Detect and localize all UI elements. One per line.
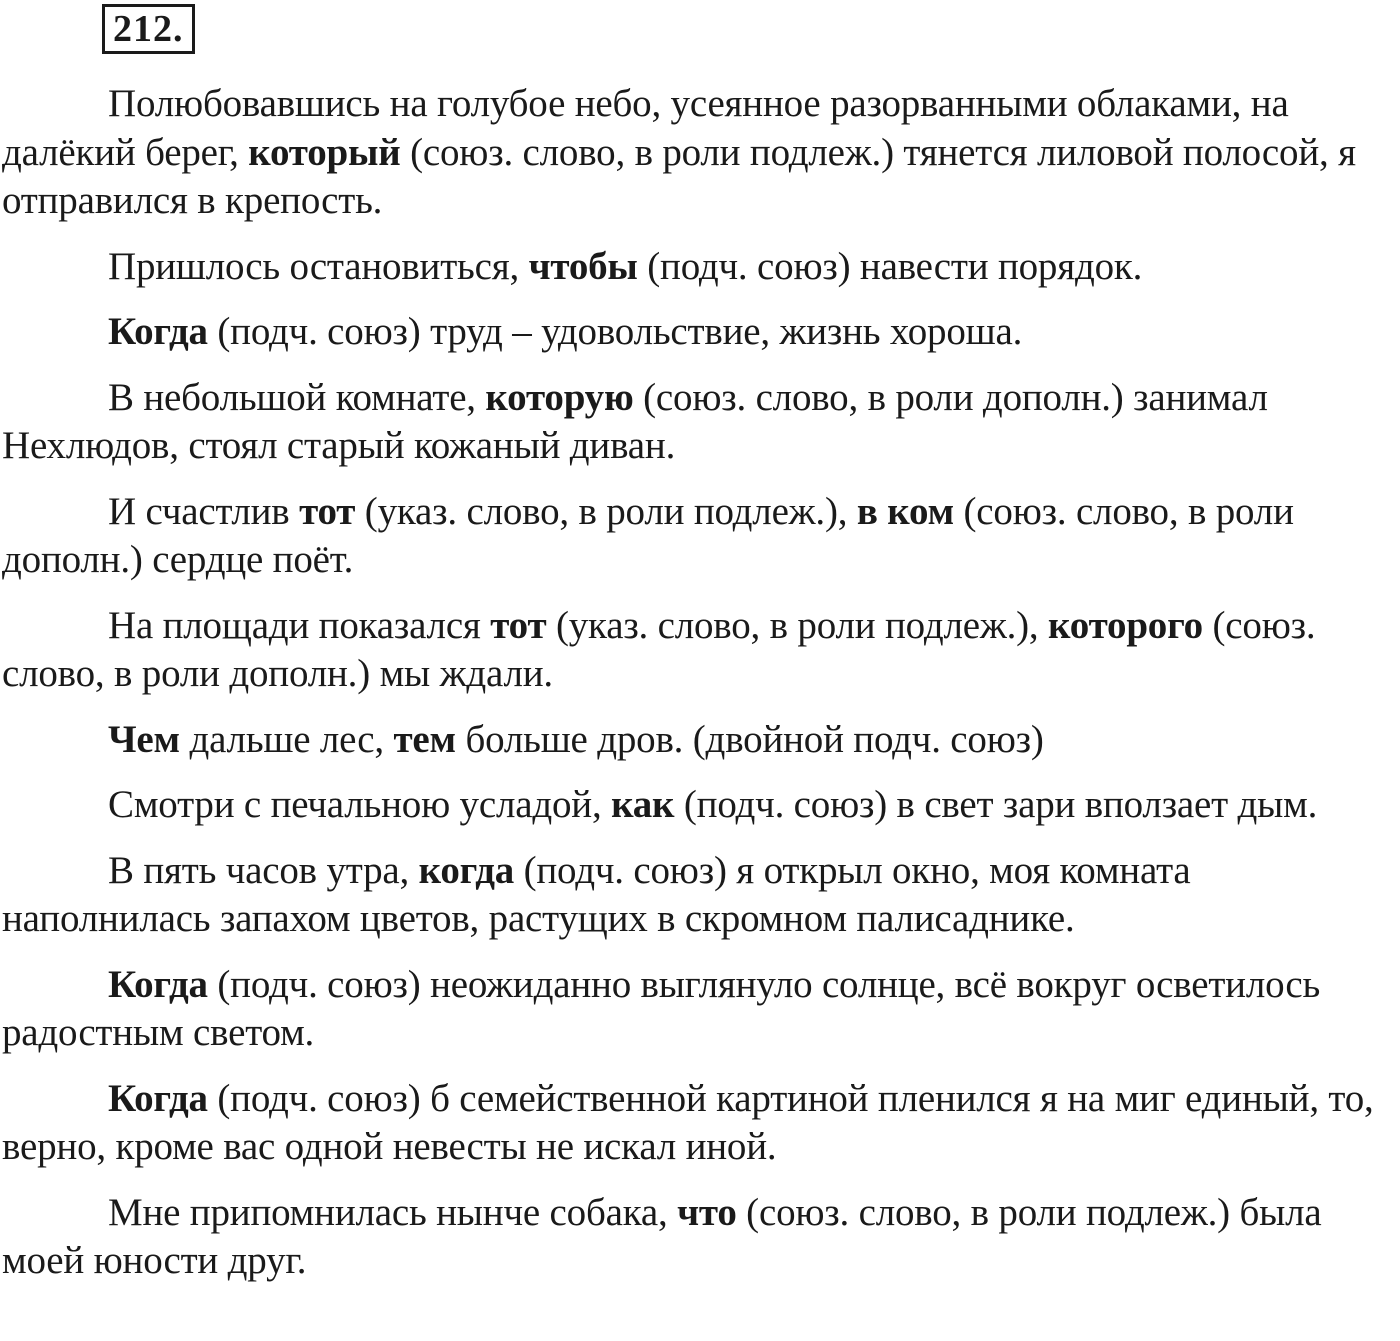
sentence-text: больше дров. (двойной подч. союз): [455, 717, 1044, 761]
sentence-text: (указ. слово, в роли подлеж.),: [355, 489, 857, 533]
sentence-text: дальше лес,: [179, 717, 394, 761]
sentence-text: (союз. слово, в роли дополн.) занимал Нехлюдов, стоял старый кожаный диван.: [2, 375, 1268, 467]
sentence-text: (союз. слово, в роли подлеж.) тянется лиловой полосой, я отправился в крепость.: [2, 130, 1356, 222]
sentence-paragraph: [2, 308, 1397, 357]
sentence-text: (подч. союз) неожиданно выглянуло солнце, всё вокруг осветилось радостным светом.: [2, 962, 1321, 1054]
sentence-text: И счастлив: [108, 489, 300, 533]
sentence-text: (подч. союз) в свет зари вползает дым.: [674, 783, 1318, 826]
sentence-text: (подч. союз) труд – удовольствие, жизнь хороша.: [207, 310, 1023, 353]
sentence-text: (союз. слово, в роли дополн.) мы ждали.: [2, 603, 1316, 695]
sentence-text: На площади показался: [108, 603, 491, 647]
sentence-text: Пришлось остановиться,: [108, 244, 529, 288]
sentence-text: (указ. слово, в роли подлеж.),: [546, 603, 1049, 647]
sentence-paragraph: [2, 488, 1397, 585]
sentence-text: В пять часов утра,: [108, 848, 419, 892]
highlighted-word: Когда: [108, 1076, 208, 1120]
highlighted-word: Чем: [108, 717, 180, 761]
highlighted-word: которую: [485, 375, 634, 419]
highlighted-word: который: [248, 130, 401, 174]
highlighted-word: тот: [490, 603, 547, 647]
sentence-paragraph: [2, 374, 1397, 471]
sentence-paragraph: [2, 847, 1397, 944]
sentence-text: (подч. союз) я открыл окно, моя комната наполнилась запахом цветов, растущих в скромном палисаднике.: [2, 848, 1191, 940]
sentence-text: Полюбовавшись на голубое небо, усеянное разорванными облаками, на далёкий берег,: [2, 82, 1289, 174]
highlighted-word: тем: [393, 717, 456, 761]
sentence-paragraph: [2, 243, 1397, 292]
sentence-text: (союз. слово, в роли дополн.) сердце поёт.: [2, 489, 1294, 581]
highlighted-word: в ком: [856, 489, 954, 533]
highlighted-word: чтобы: [528, 244, 638, 288]
exercise-number: 212.: [102, 4, 195, 54]
sentence-text: В небольшой комнате,: [108, 375, 486, 419]
sentence-text: Смотри с печальною усладой,: [108, 783, 612, 826]
sentence-text: (союз. слово, в роли подлеж.) была моей юности друг.: [2, 1190, 1322, 1282]
sentence-paragraph: [2, 1075, 1397, 1172]
sentence-paragraph: [2, 1189, 1397, 1286]
exercise-text: [2, 80, 1397, 1303]
sentence-paragraph: [2, 602, 1397, 699]
sentence-text: Мне припомнилась нынче собака,: [108, 1190, 678, 1234]
highlighted-word: когда: [418, 848, 515, 892]
highlighted-word: которого: [1048, 603, 1203, 647]
sentence-paragraph: [2, 781, 1397, 830]
sentence-paragraph: [2, 716, 1397, 765]
highlighted-word: Когда: [108, 962, 208, 1006]
highlighted-word: как: [611, 783, 675, 826]
sentence-text: (подч. союз) навести порядок.: [637, 244, 1143, 288]
sentence-text: (подч. союз) б семейственной картиной пленился я на миг единый, то, верно, кроме вас одной невесты не искал иной.: [2, 1076, 1374, 1168]
highlighted-word: тот: [299, 489, 356, 533]
highlighted-word: что: [677, 1190, 737, 1234]
sentence-paragraph: [2, 961, 1397, 1058]
sentence-paragraph: [2, 80, 1397, 226]
highlighted-word: Когда: [108, 310, 208, 353]
